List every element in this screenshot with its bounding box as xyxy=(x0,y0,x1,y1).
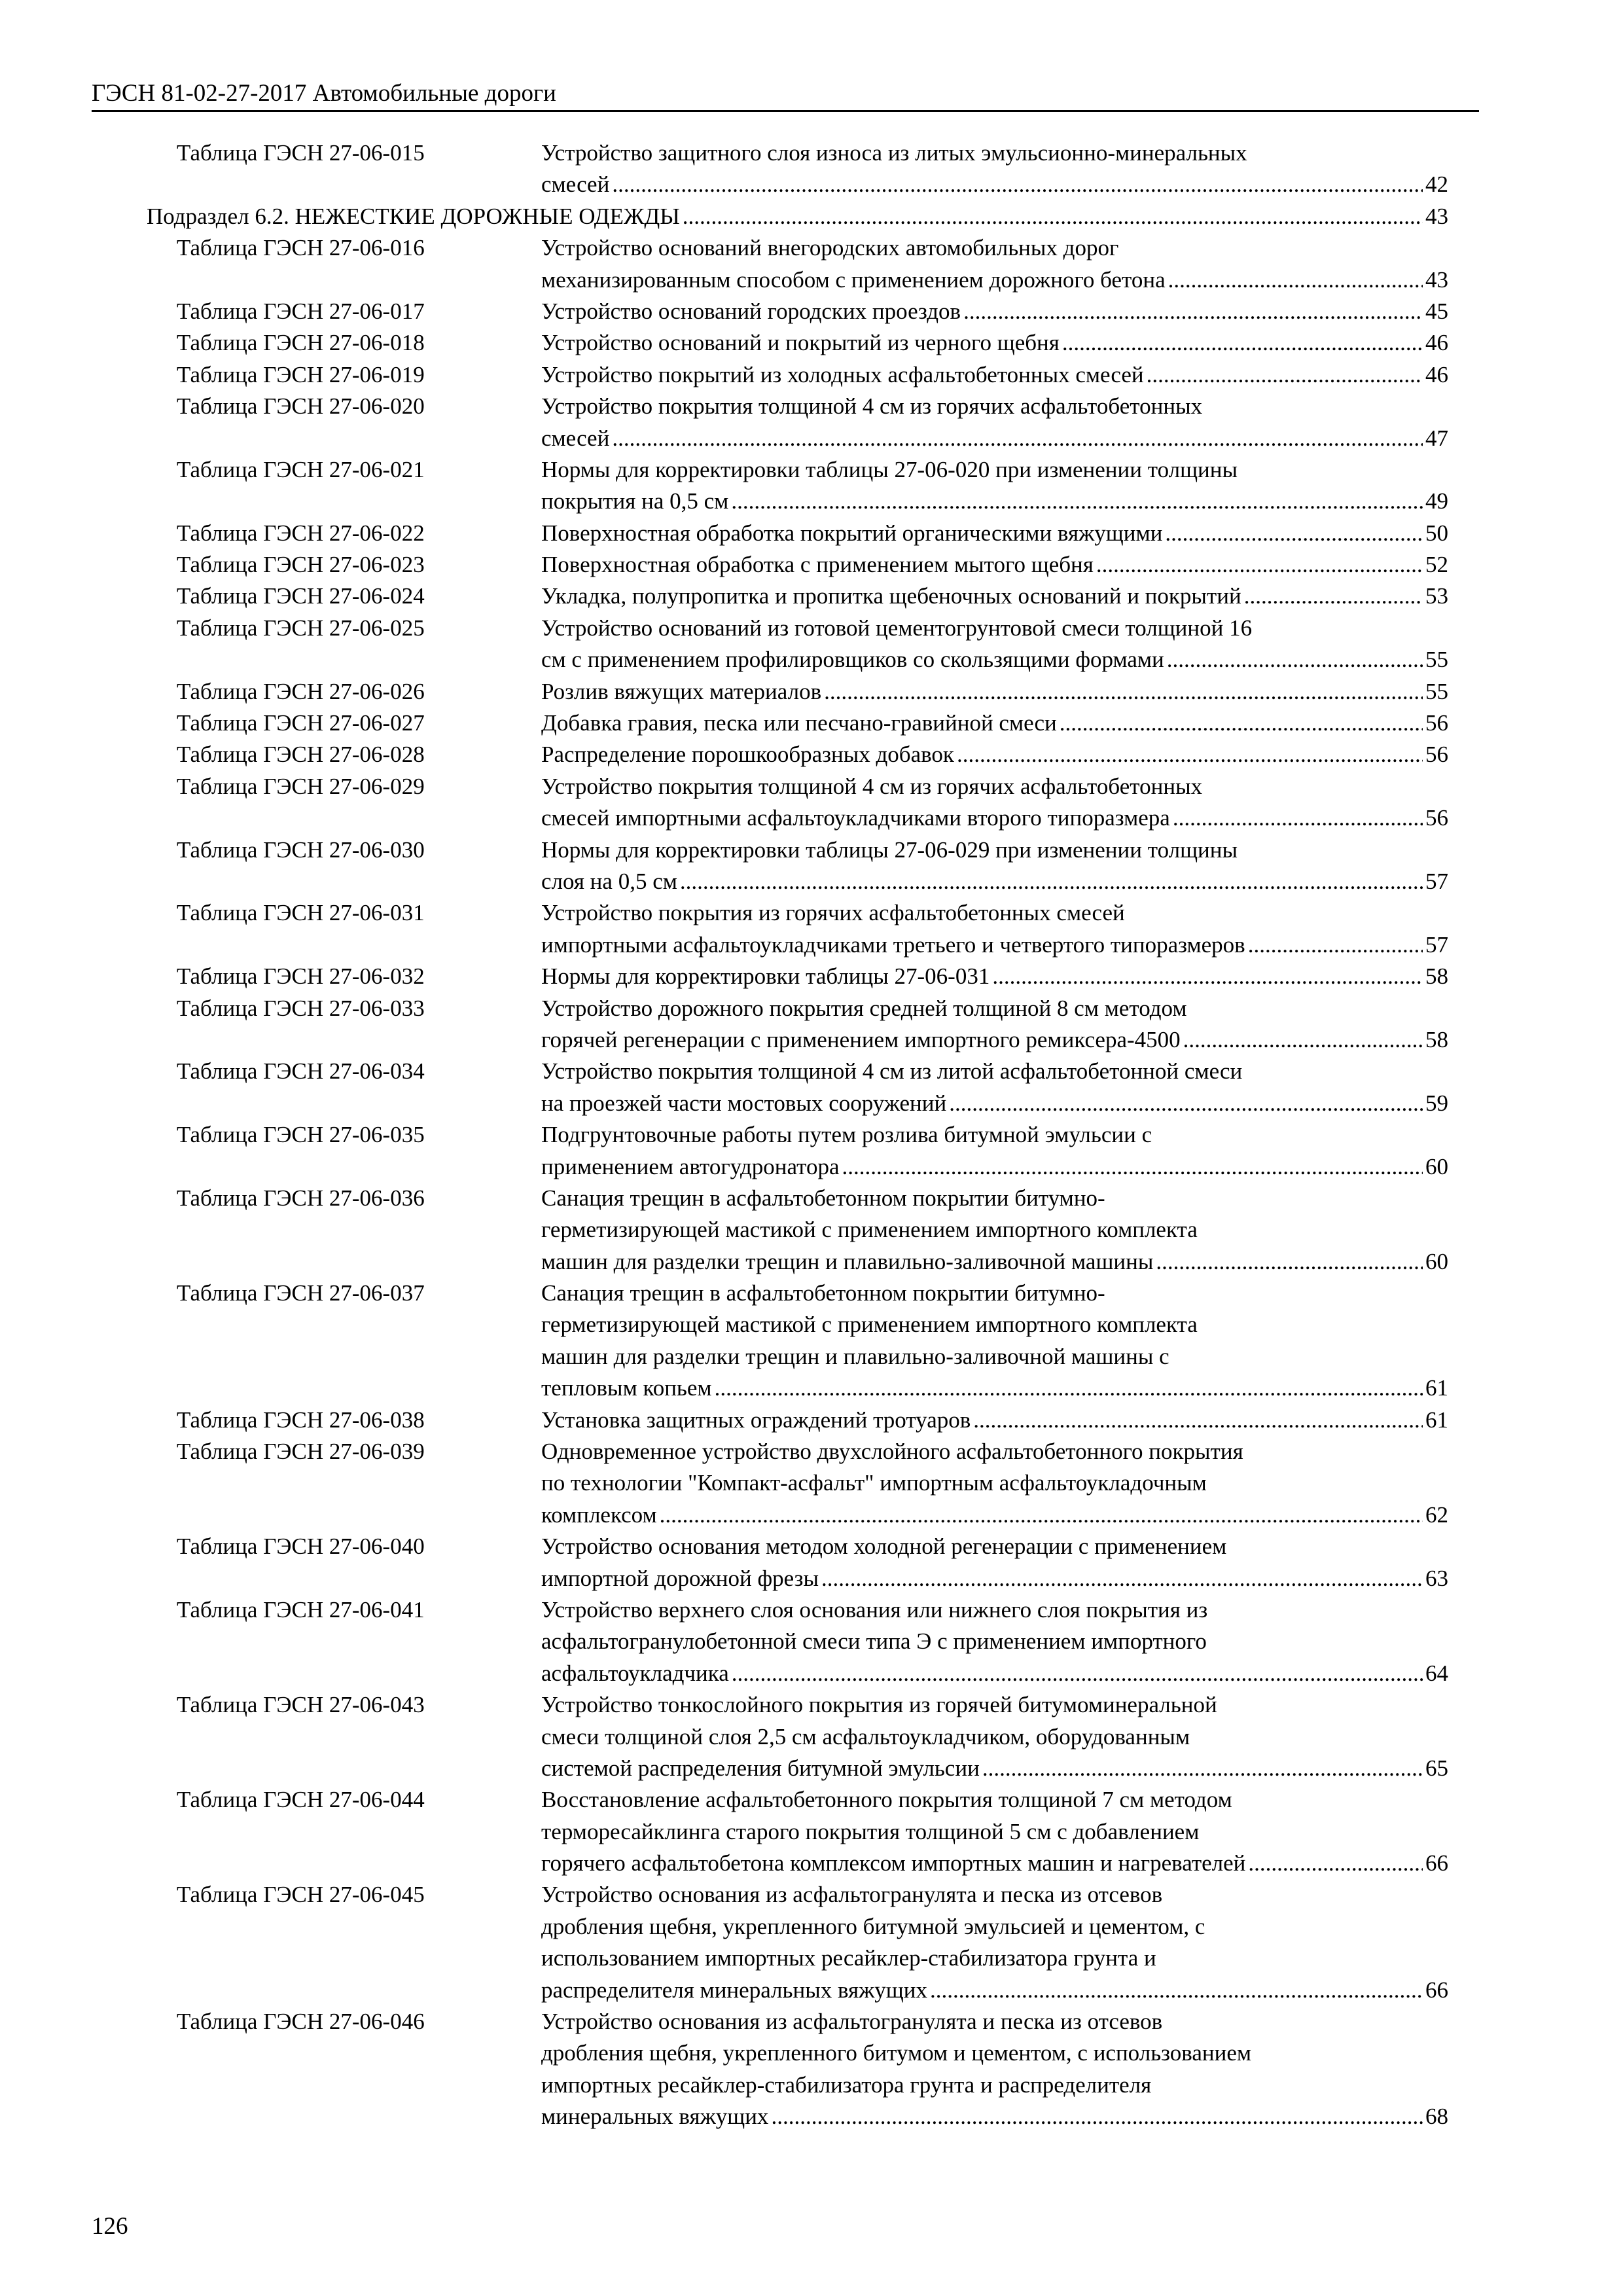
toc-entry-title-line: комплексом xyxy=(541,1501,657,1528)
toc-entry-label: Таблица ГЭСН 27-06-043 xyxy=(177,1692,425,1718)
toc-entry[interactable] xyxy=(0,296,1623,327)
toc-entry-page: 66 xyxy=(1425,1977,1448,2003)
toc-entry-title xyxy=(541,232,1448,296)
page-number: 126 xyxy=(92,2213,128,2240)
toc-entry-title-line: применением автогудронатора xyxy=(541,1153,840,1179)
toc-entry-title-line: горячего асфальтобетона комплексом импортных машин и нагревателей xyxy=(541,1850,1246,1876)
toc-entry-label: Таблица ГЭСН 27-06-044 xyxy=(177,1787,425,1813)
toc-entry-label: Таблица ГЭСН 27-06-028 xyxy=(177,742,425,768)
toc-entry-label: Таблица ГЭСН 27-06-041 xyxy=(177,1596,425,1623)
dot-leader xyxy=(612,423,1423,454)
toc-entry-title xyxy=(541,1436,1448,1531)
toc-entry-title-line: Поверхностная обработка с применением мытого щебня xyxy=(541,552,1094,578)
toc-entry-page: 50 xyxy=(1425,520,1448,546)
toc-entry-page: 60 xyxy=(1425,1153,1448,1179)
toc-entry[interactable] xyxy=(0,1405,1623,1436)
toc-entry-page: 46 xyxy=(1425,361,1448,387)
toc-entry-label: Таблица ГЭСН 27-06-020 xyxy=(177,393,425,420)
toc-entry-title-line: Распределение порошкообразных добавок xyxy=(541,742,954,768)
toc-entry-page: 63 xyxy=(1425,1565,1448,1591)
toc-entry-title-line: Устройство оснований из готовой цементогрунтовой смеси толщиной 16 xyxy=(541,615,1253,641)
toc-entry-page: 43 xyxy=(1425,203,1448,229)
toc-entry-page: 60 xyxy=(1425,1248,1448,1274)
dot-leader xyxy=(1165,518,1423,549)
toc-entry-title xyxy=(541,1594,1448,1689)
toc-entry-page: 46 xyxy=(1425,330,1448,356)
toc-entry-title xyxy=(541,1183,1448,1278)
toc-entry-title xyxy=(541,137,1448,201)
toc-entry-title xyxy=(541,1278,1448,1405)
toc-entry-label: Таблица ГЭСН 27-06-045 xyxy=(177,1882,425,1908)
dot-leader xyxy=(1156,1246,1423,1278)
toc-entry-page: 43 xyxy=(1425,266,1448,293)
toc-entry-page: 61 xyxy=(1425,1407,1448,1433)
dot-leader xyxy=(982,1753,1423,1784)
toc-entry-title-line: распределителя минеральных вяжущих xyxy=(541,1977,927,2003)
toc-entry-label: Таблица ГЭСН 27-06-018 xyxy=(177,330,425,356)
toc-entry[interactable] xyxy=(0,961,1623,992)
toc-entry-title-line: асфальтогранулобетонной смеси типа Э с применением импортного xyxy=(541,1628,1207,1655)
toc-entry-label: Таблица ГЭСН 27-06-021 xyxy=(177,456,425,482)
toc-entry[interactable] xyxy=(0,771,1623,834)
toc-entry-title-line: герметизирующей мастикой с применением импортного комплекта xyxy=(541,1217,1198,1243)
toc-entry-title-line: системой распределения битумной эмульсии xyxy=(541,1755,980,1781)
toc-entry[interactable] xyxy=(0,581,1623,612)
toc-entry-title xyxy=(541,549,1448,581)
toc-entry-title xyxy=(541,1879,1448,2006)
toc-entry-label: Таблица ГЭСН 27-06-046 xyxy=(177,2009,425,2035)
toc-entry-label: Таблица ГЭСН 27-06-019 xyxy=(177,361,425,387)
toc-entry[interactable] xyxy=(0,454,1623,518)
toc-entry-title-line: импортной дорожной фрезы xyxy=(541,1565,819,1591)
dot-leader xyxy=(821,1563,1423,1594)
dot-leader xyxy=(963,296,1423,327)
toc-entry-page: 47 xyxy=(1425,425,1448,451)
toc-entry-label: Таблица ГЭСН 27-06-040 xyxy=(177,1534,425,1560)
toc-entry-title xyxy=(541,676,1448,708)
toc-entry-label: Таблица ГЭСН 27-06-032 xyxy=(177,963,425,990)
toc-entry-title xyxy=(541,708,1448,739)
toc-entry-title-line: минеральных вяжущих xyxy=(541,2104,769,2130)
toc-entry-label: Таблица ГЭСН 27-06-023 xyxy=(177,552,425,578)
dot-leader xyxy=(973,1405,1423,1436)
dot-leader xyxy=(1248,929,1423,961)
toc-entry[interactable] xyxy=(0,613,1623,676)
toc-entry[interactable] xyxy=(0,391,1623,454)
toc-entry-label: Таблица ГЭСН 27-06-039 xyxy=(177,1439,425,1465)
toc-entry-label: Таблица ГЭСН 27-06-038 xyxy=(177,1407,425,1433)
toc-entry-page: 64 xyxy=(1425,1660,1448,1686)
dot-leader xyxy=(1173,802,1423,834)
toc-entry-page: 57 xyxy=(1425,868,1448,894)
toc-entry[interactable] xyxy=(0,897,1623,961)
toc-entry-title xyxy=(541,993,1448,1056)
toc-entry-page: 58 xyxy=(1425,963,1448,990)
toc-entry-title-line: Устройство оснований и покрытий из черного щебня xyxy=(541,330,1060,356)
toc-entry-title-line: асфальтоукладчика xyxy=(541,1660,729,1686)
toc-entry-label: Таблица ГЭСН 27-06-025 xyxy=(177,615,425,641)
toc-entry-title-line: использованием импортных ресайклер-стабилизатора грунта и xyxy=(541,1945,1156,1971)
toc-entry-title-line: герметизирующей мастикой с применением импортного комплекта xyxy=(541,1312,1198,1338)
toc-entry-page: 62 xyxy=(1425,1501,1448,1528)
toc-entry-title-line: Розлив вяжущих материалов xyxy=(541,678,822,704)
toc-entry-title-line: Устройство покрытия толщиной 4 см из горячих асфальтобетонных xyxy=(541,773,1203,799)
toc-entry-page: 57 xyxy=(1425,931,1448,958)
toc-entry-title-line: Устройство покрытия толщиной 4 см из литой асфальтобетонной смеси xyxy=(541,1058,1243,1085)
toc-entry[interactable] xyxy=(0,1784,1623,1879)
toc-entry-title-line: смесей xyxy=(541,171,610,198)
toc-entry-title xyxy=(541,739,1448,770)
toc-entry-title xyxy=(541,518,1448,549)
toc-entry-title xyxy=(541,2006,1448,2133)
toc-entry[interactable] xyxy=(0,2006,1623,2133)
toc-entry[interactable] xyxy=(0,1879,1623,2006)
toc-entry[interactable] xyxy=(0,834,1623,898)
toc-entry-title-line: Устройство оснований городских проездов xyxy=(541,298,961,324)
toc-entry-page: 55 xyxy=(1425,647,1448,673)
toc-entry-title-line: механизированным способом с применением дорожного бетона xyxy=(541,266,1166,293)
toc-entry-title-line: Нормы для корректировки таблицы 27-06-031 xyxy=(541,963,990,990)
toc-entry-title-line: Устройство основания из асфальтогранулята и песка из отсевов xyxy=(541,2009,1163,2035)
toc-entry-page: 58 xyxy=(1425,1026,1448,1052)
toc-entry[interactable] xyxy=(0,676,1623,708)
toc-entry[interactable] xyxy=(0,993,1623,1056)
toc-entry-title-line: Устройство основания из асфальтогранулята и песка из отсевов xyxy=(541,1882,1163,1908)
toc-entry[interactable] xyxy=(0,1278,1623,1405)
dot-leader xyxy=(1167,644,1423,675)
toc-entry-label: Таблица ГЭСН 27-06-017 xyxy=(177,298,425,324)
dot-leader xyxy=(1168,264,1423,296)
toc-entry-title-line: Устройство оснований внегородских автомобильных дорог xyxy=(541,235,1119,261)
toc-entry-title-line: горячей регенерации с применением импортного ремиксера-4500 xyxy=(541,1026,1181,1052)
dot-leader xyxy=(1244,581,1423,612)
toc-entry-title-line: терморесайклинга старого покрытия толщиной 5 см с добавлением xyxy=(541,1818,1200,1844)
toc-entry-title xyxy=(541,581,1448,612)
toc-entry-title-line: Поверхностная обработка покрытий органическими вяжущими xyxy=(541,520,1163,546)
toc-entry-page: 61 xyxy=(1425,1375,1448,1401)
toc-entry-label: Таблица ГЭСН 27-06-022 xyxy=(177,520,425,546)
toc-entry-title-line: машин для разделки трещин и плавильно-заливочной машины с xyxy=(541,1343,1169,1369)
toc-entry-label: Таблица ГЭСН 27-06-015 xyxy=(177,140,425,166)
dot-leader xyxy=(1062,327,1423,359)
toc-entry-page: 55 xyxy=(1425,678,1448,704)
toc-entry-title-line: Устройство дорожного покрытия средней толщиной 8 см методом xyxy=(541,995,1187,1021)
toc-entry-label: Таблица ГЭСН 27-06-033 xyxy=(177,995,425,1021)
toc-entry-title-line: Укладка, полупропитка и пропитка щебеночных оснований и покрытий xyxy=(541,583,1241,609)
dot-leader xyxy=(731,486,1423,517)
toc-entry-title-line: смеси толщиной слоя 2,5 см асфальтоукладчиком, оборудованным xyxy=(541,1723,1190,1749)
toc-entry-title-line: Восстановление асфальтобетонного покрытия толщиной 7 см методом xyxy=(541,1787,1232,1813)
toc-entry-label: Таблица ГЭСН 27-06-031 xyxy=(177,900,425,926)
toc-entry[interactable] xyxy=(0,1436,1623,1531)
toc-entry-label: Таблица ГЭСН 27-06-026 xyxy=(177,678,425,704)
toc-entry-title-line: Устройство покрытия из горячих асфальтобетонных смесей xyxy=(541,900,1125,926)
dot-leader xyxy=(1060,708,1423,739)
dot-leader xyxy=(771,2101,1423,2132)
toc-entry-title-line: Устройство тонкослойного покрытия из горячей битумоминеральной xyxy=(541,1692,1217,1718)
toc-entry-page: 42 xyxy=(1425,171,1448,198)
dot-leader xyxy=(842,1151,1423,1183)
toc-entry-page: 66 xyxy=(1425,1850,1448,1876)
toc-entry-title xyxy=(541,391,1448,454)
toc-entry-page: 53 xyxy=(1425,583,1448,609)
toc-entry-label: Таблица ГЭСН 27-06-024 xyxy=(177,583,425,609)
dot-leader xyxy=(612,169,1423,200)
toc-entry-page: 49 xyxy=(1425,488,1448,514)
toc-entry-title xyxy=(541,327,1448,359)
dot-leader xyxy=(1183,1024,1423,1056)
toc-entry-title-line: Устройство основания методом холодной регенерации с применением xyxy=(541,1534,1227,1560)
toc-entry[interactable] xyxy=(0,1056,1623,1119)
toc-entry-title xyxy=(541,359,1448,391)
toc-entry[interactable] xyxy=(0,327,1623,359)
toc-entry-title-line: Санация трещин в асфальтобетонном покрытии битумно- xyxy=(541,1280,1105,1306)
toc-entry-title-line: Подраздел 6.2. НЕЖЕСТКИЕ ДОРОЖНЫЕ ОДЕЖДЫ xyxy=(147,203,680,229)
toc-entry-title xyxy=(541,897,1448,961)
toc-entry-title-line: Санация трещин в асфальтобетонном покрытии битумно- xyxy=(541,1185,1105,1211)
toc-entry-title-line: импортных ресайклер-стабилизатора грунта и распределителя xyxy=(541,2072,1152,2098)
toc-entry-title-line: Устройство верхнего слоя основания или нижнего слоя покрытия из xyxy=(541,1596,1208,1623)
toc-entry-page: 56 xyxy=(1425,742,1448,768)
toc-entry-label: Таблица ГЭСН 27-06-034 xyxy=(177,1058,425,1085)
dot-leader xyxy=(824,676,1423,708)
toc-entry-title xyxy=(541,1531,1448,1594)
toc-entry-title xyxy=(541,1689,1448,1784)
toc-entry-label: Таблица ГЭСН 27-06-029 xyxy=(177,773,425,799)
toc-entry-title-line: Подгрунтовочные работы путем розлива битумной эмульсии с xyxy=(541,1122,1152,1148)
toc-entry-title-line: слоя на 0,5 см xyxy=(541,868,677,894)
toc-entry-title-line: покрытия на 0,5 см xyxy=(541,488,729,514)
toc-entry-page: 68 xyxy=(1425,2104,1448,2130)
toc-entry-title xyxy=(541,771,1448,834)
toc-entry[interactable] xyxy=(0,708,1623,739)
toc-entry-title-line: Устройство покрытия толщиной 4 см из горячих асфальтобетонных xyxy=(541,393,1203,420)
toc-subsection-entry[interactable] xyxy=(0,201,1623,232)
toc-entry-title xyxy=(541,613,1448,676)
toc-entry-title-line: Устройство покрытий из холодных асфальтобетонных смесей xyxy=(541,361,1144,387)
toc-entry-title-line: дробления щебня, укрепленного битумной эмульсией и цементом, с xyxy=(541,1913,1205,1939)
toc-entry-title-line: Устройство защитного слоя износа из литых эмульсионно-минеральных xyxy=(541,140,1247,166)
toc-entry-page: 59 xyxy=(1425,1090,1448,1116)
toc-entry-label: Таблица ГЭСН 27-06-027 xyxy=(177,710,425,736)
toc-entry-title-line: Установка защитных ограждений тротуаров xyxy=(541,1407,971,1433)
toc-entry[interactable] xyxy=(0,137,1623,201)
toc-entry-title-line: Нормы для корректировки таблицы 27-06-020 при изменении толщины xyxy=(541,456,1238,482)
toc-entry-label: Таблица ГЭСН 27-06-037 xyxy=(177,1280,425,1306)
toc-entry-title xyxy=(147,201,1448,232)
dot-leader xyxy=(1096,549,1423,581)
toc-entry-label: Таблица ГЭСН 27-06-035 xyxy=(177,1122,425,1148)
table-of-contents xyxy=(0,137,1623,2133)
dot-leader xyxy=(1248,1848,1423,1879)
dot-leader xyxy=(1147,359,1423,391)
dot-leader xyxy=(949,1088,1423,1119)
toc-entry-page: 52 xyxy=(1425,552,1448,578)
toc-entry[interactable] xyxy=(0,1183,1623,1278)
toc-entry-title-line: смесей xyxy=(541,425,610,451)
toc-entry[interactable] xyxy=(0,359,1623,391)
toc-entry[interactable] xyxy=(0,1119,1623,1183)
toc-entry[interactable] xyxy=(0,739,1623,770)
toc-entry-label: Таблица ГЭСН 27-06-016 xyxy=(177,235,425,261)
dot-leader xyxy=(715,1372,1423,1404)
toc-entry-title xyxy=(541,961,1448,992)
toc-entry-title-line: смесей импортными асфальтоукладчиками второго типоразмера xyxy=(541,805,1170,831)
toc-entry-title-line: дробления щебня, укрепленного битумом и цементом, с использованием xyxy=(541,2040,1252,2066)
running-header-title: ГЭСН 81-02-27-2017 Автомобильные дороги xyxy=(92,80,556,107)
toc-entry-label: Таблица ГЭСН 27-06-036 xyxy=(177,1185,425,1211)
toc-entry-title-line: по технологии "Компакт-асфальт" импортным асфальтоукладочным xyxy=(541,1470,1207,1496)
toc-entry-title-line: на проезжей части мостовых сооружений xyxy=(541,1090,947,1116)
toc-entry-title-line: Нормы для корректировки таблицы 27-06-029 при изменении толщины xyxy=(541,836,1238,863)
toc-entry-page: 56 xyxy=(1425,710,1448,736)
toc-entry-page: 65 xyxy=(1425,1755,1448,1781)
toc-entry[interactable] xyxy=(0,1531,1623,1594)
toc-entry-title-line: см с применением профилировщиков со скользящими формами xyxy=(541,647,1164,673)
toc-entry-page: 45 xyxy=(1425,298,1448,324)
toc-entry-label: Таблица ГЭСН 27-06-030 xyxy=(177,836,425,863)
toc-entry-title xyxy=(541,1056,1448,1119)
toc-entry-title-line: импортными асфальтоукладчиками третьего и четвертого типоразмеров xyxy=(541,931,1245,958)
dot-leader xyxy=(732,1658,1423,1689)
toc-entry[interactable] xyxy=(0,549,1623,581)
toc-entry-title xyxy=(541,1405,1448,1436)
toc-entry-title xyxy=(541,296,1448,327)
toc-entry-title xyxy=(541,834,1448,898)
dot-leader xyxy=(957,739,1423,770)
toc-entry-page: 56 xyxy=(1425,805,1448,831)
dot-leader xyxy=(992,961,1423,992)
toc-entry-title xyxy=(541,1119,1448,1183)
toc-entry-title-line: тепловым копьем xyxy=(541,1375,712,1401)
toc-entry[interactable] xyxy=(0,518,1623,549)
toc-entry[interactable] xyxy=(0,1689,1623,1784)
toc-entry[interactable] xyxy=(0,232,1623,296)
toc-entry-title-line: Добавка гравия, песка или песчано-гравийной смеси xyxy=(541,710,1057,736)
toc-entry[interactable] xyxy=(0,1594,1623,1689)
running-header xyxy=(92,77,1479,112)
toc-entry-title-line: Одновременное устройство двухслойного асфальтобетонного покрытия xyxy=(541,1439,1243,1465)
dot-leader xyxy=(680,866,1423,897)
dot-leader xyxy=(930,1975,1423,2006)
toc-entry-title xyxy=(541,1784,1448,1879)
toc-entry-title xyxy=(541,454,1448,518)
dot-leader xyxy=(683,201,1423,232)
toc-entry-title-line: машин для разделки трещин и плавильно-заливочной машины xyxy=(541,1248,1154,1274)
dot-leader xyxy=(660,1499,1423,1531)
